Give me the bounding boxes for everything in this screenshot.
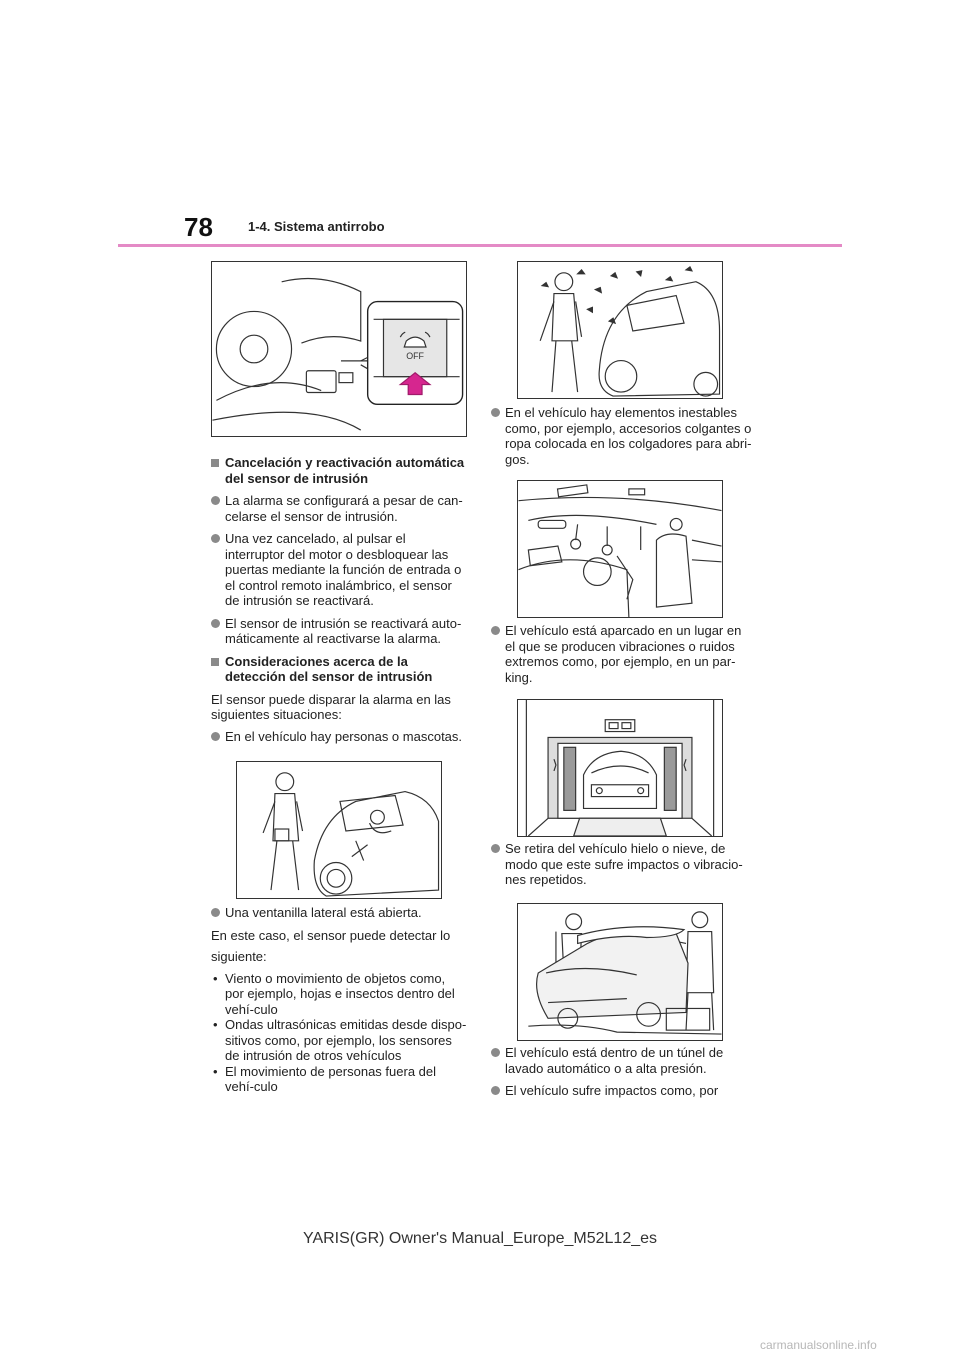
watermark: carmanualsonline.info — [760, 1338, 877, 1352]
heading-cancel-reactivate: Cancelación y reactivación automática del sensor de intrusión — [211, 455, 467, 486]
figure-car-wash — [517, 699, 723, 837]
square-bullet-icon — [211, 459, 219, 467]
bullet-icon — [211, 732, 220, 741]
bullet-icon — [211, 908, 220, 917]
heading-considerations: Consideraciones acerca de la detección del sensor de intrusión — [211, 654, 467, 685]
figure-dashboard-switch — [211, 261, 467, 437]
list-item: La alarma se configurará a pesar de can-celarse el sensor de intrusión. — [211, 493, 467, 524]
figure-leaves-wind — [517, 261, 723, 399]
bullet-icon — [491, 408, 500, 417]
figure-hanging-accessories — [517, 480, 723, 618]
off-label: OFF — [406, 350, 424, 361]
intro-paragraph: El sensor puede disparar la alarma en las siguientes situaciones: — [211, 691, 451, 722]
figure-snow-removal — [517, 903, 723, 1041]
list-item: En el vehículo hay personas o mascotas. — [211, 729, 467, 745]
bullet-icon — [211, 619, 220, 628]
right-column — [491, 405, 753, 474]
header-rule — [118, 244, 842, 247]
dash-item: • Ondas ultrasónicas emitidas desde dispo-sitivos como, por ejemplo, los sensores de intrusión de otros vehículos — [213, 1017, 467, 1063]
list-item: El vehículo está aparcado en un lugar en el que se producen vibraciones o ruidos extremos como, por ejemplo, en un par-king. — [491, 623, 753, 685]
list-item: El vehículo sufre impactos como, por — [491, 1083, 753, 1099]
bullet-icon — [211, 534, 220, 543]
list-item: Se retira del vehículo hielo o nieve, de modo que este sufre impactos o vibracio-nes repetidos. — [491, 841, 753, 888]
bullet-icon — [491, 844, 500, 853]
right-column-2 — [491, 623, 753, 692]
left-column — [211, 455, 467, 751]
case-line: En este caso, el sensor puede detectar lo — [211, 927, 451, 943]
square-bullet-icon — [211, 658, 219, 666]
dash-item: • Viento o movimiento de objetos como, por ejemplo, hojas e insectos dentro del vehí-culo — [213, 970, 455, 1017]
right-column-4 — [491, 1045, 753, 1106]
bullet-icon — [491, 626, 500, 635]
bullet-icon — [491, 1086, 500, 1095]
footer-manual-title: YARIS(GR) Owner's Manual_Europe_M52L12_es — [302, 1230, 658, 1247]
right-column-3 — [491, 841, 753, 895]
figure-person-pet — [236, 761, 442, 899]
list-item: El sensor de intrusión se reactivará auto-máticamente al reactivarse la alarma. — [211, 616, 467, 647]
list-item: Una ventanilla lateral está abierta. — [211, 905, 467, 921]
bullet-icon — [491, 1048, 500, 1057]
list-item: Una vez cancelado, al pulsar el interruptor del motor o desbloquear las puertas mediante la función de entrada o el control remoto inalámbrico, el sensor de intrusión se reactivará. — [211, 531, 467, 609]
case-line: siguiente: — [211, 949, 267, 964]
dash-item: • El movimiento de personas fuera del vehí-culo — [213, 1063, 437, 1094]
left-column-lower — [211, 905, 467, 1095]
bullet-icon — [211, 496, 220, 505]
list-item: El vehículo está dentro de un túnel de lavado automático o a alta presión. — [491, 1045, 753, 1076]
list-item: En el vehículo hay elementos inestables como, por ejemplo, accesorios colgantes o ropa colocada en los colgadores para abri-gos. — [491, 405, 753, 467]
section-title: 1-4. Sistema antirrobo — [248, 219, 385, 234]
page-number: 78 — [184, 212, 213, 242]
